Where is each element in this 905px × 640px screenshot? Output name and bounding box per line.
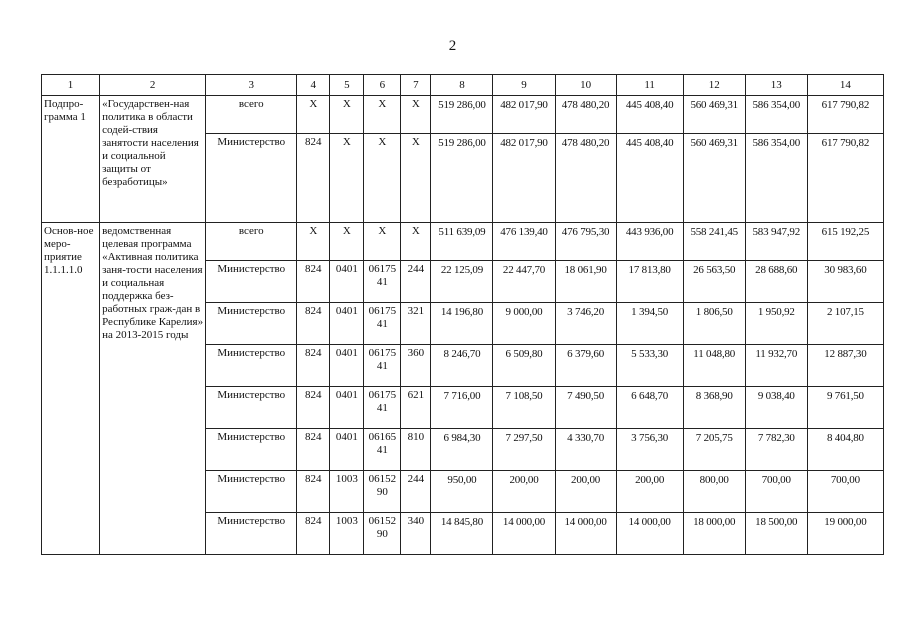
amount-cell: 22 447,70	[493, 261, 555, 303]
amount-cell: 800,00	[683, 471, 745, 513]
amount-cell: 14 845,80	[431, 513, 493, 555]
grbs-cell: Х	[297, 96, 330, 134]
grbs-cell: Х	[297, 223, 330, 261]
amount-cell: 519 286,00	[431, 134, 493, 223]
executor-cell: всего	[206, 96, 297, 134]
section-cell: Х	[330, 223, 364, 261]
amount-cell: 558 241,45	[683, 223, 745, 261]
amount-cell: 7 490,50	[555, 387, 616, 429]
amount-cell: 7 297,50	[493, 429, 555, 471]
amount-cell: 14 000,00	[493, 513, 555, 555]
budget-table	[41, 74, 884, 555]
amount-cell: 7 108,50	[493, 387, 555, 429]
executor-cell: Министерство	[206, 261, 297, 303]
section-cell: 1003	[330, 513, 364, 555]
header-cell: 8	[431, 75, 493, 96]
target-article-cell: Х	[364, 96, 401, 134]
executor-cell: Министерство	[206, 134, 297, 223]
grbs-cell: 824	[297, 303, 330, 345]
amount-cell: 18 000,00	[683, 513, 745, 555]
amount-cell: 586 354,00	[745, 96, 807, 134]
amount-cell: 200,00	[616, 471, 683, 513]
section-cell: Х	[330, 96, 364, 134]
executor-cell: Министерство	[206, 387, 297, 429]
amount-cell: 6 379,60	[555, 345, 616, 387]
amount-cell: 26 563,50	[683, 261, 745, 303]
grbs-cell: 824	[297, 387, 330, 429]
subprogram-name-cell: Подпро-грамма 1	[42, 96, 100, 223]
header-cell: 11	[616, 75, 683, 96]
grbs-cell: 824	[297, 345, 330, 387]
amount-cell: 586 354,00	[745, 134, 807, 223]
amount-cell: 8 246,70	[431, 345, 493, 387]
grbs-cell: 824	[297, 471, 330, 513]
grbs-cell: 824	[297, 134, 330, 223]
header-cell: 5	[330, 75, 364, 96]
target-article-cell: 06175 41	[364, 261, 401, 303]
grbs-cell: 824	[297, 261, 330, 303]
section-cell: 1003	[330, 471, 364, 513]
expense-type-cell: 244	[401, 261, 431, 303]
amount-cell: 5 533,30	[616, 345, 683, 387]
header-cell: 4	[297, 75, 330, 96]
amount-cell: 482 017,90	[493, 134, 555, 223]
amount-cell: 4 330,70	[555, 429, 616, 471]
header-cell: 10	[555, 75, 616, 96]
header-cell: 12	[683, 75, 745, 96]
amount-cell: 3 756,30	[616, 429, 683, 471]
amount-cell: 18 061,90	[555, 261, 616, 303]
amount-cell: 3 746,20	[555, 303, 616, 345]
amount-cell: 200,00	[493, 471, 555, 513]
amount-cell: 1 394,50	[616, 303, 683, 345]
amount-cell: 11 932,70	[745, 345, 807, 387]
target-article-cell: 06175 41	[364, 387, 401, 429]
amount-cell: 700,00	[807, 471, 883, 513]
amount-cell: 2 107,15	[807, 303, 883, 345]
amount-cell: 6 509,80	[493, 345, 555, 387]
target-article-cell: 06152 90	[364, 471, 401, 513]
amount-cell: 6 648,70	[616, 387, 683, 429]
amount-cell: 1 950,92	[745, 303, 807, 345]
amount-cell: 14 000,00	[616, 513, 683, 555]
amount-cell: 22 125,09	[431, 261, 493, 303]
amount-cell: 8 404,80	[807, 429, 883, 471]
amount-cell: 9 038,40	[745, 387, 807, 429]
section-cell: 0401	[330, 303, 364, 345]
amount-cell: 11 048,80	[683, 345, 745, 387]
section-cell: 0401	[330, 387, 364, 429]
executor-cell: Министерство	[206, 429, 297, 471]
amount-cell: 7 205,75	[683, 429, 745, 471]
activity-name-cell: Основ-ное меро-приятие 1.1.1.1.0	[42, 223, 100, 555]
amount-cell: 476 795,30	[555, 223, 616, 261]
expense-type-cell: 244	[401, 471, 431, 513]
amount-cell: 560 469,31	[683, 96, 745, 134]
section-cell: 0401	[330, 261, 364, 303]
expense-type-cell: 321	[401, 303, 431, 345]
target-article-cell: 06152 90	[364, 513, 401, 555]
amount-cell: 18 500,00	[745, 513, 807, 555]
page-number: 2	[448, 38, 457, 54]
header-cell: 1	[42, 75, 100, 96]
amount-cell: 443 936,00	[616, 223, 683, 261]
amount-cell: 1 806,50	[683, 303, 745, 345]
amount-cell: 6 984,30	[431, 429, 493, 471]
amount-cell: 511 639,09	[431, 223, 493, 261]
expense-type-cell: Х	[401, 223, 431, 261]
expense-type-cell: Х	[401, 96, 431, 134]
amount-cell: 17 813,80	[616, 261, 683, 303]
amount-cell: 7 782,30	[745, 429, 807, 471]
section-cell: 0401	[330, 345, 364, 387]
amount-cell: 445 408,40	[616, 96, 683, 134]
amount-cell: 560 469,31	[683, 134, 745, 223]
amount-cell: 478 480,20	[555, 96, 616, 134]
amount-cell: 14 000,00	[555, 513, 616, 555]
executor-cell: Министерство	[206, 345, 297, 387]
amount-cell: 478 480,20	[555, 134, 616, 223]
header-cell: 3	[206, 75, 297, 96]
target-article-cell: 06165 41	[364, 429, 401, 471]
expense-type-cell: Х	[401, 134, 431, 223]
amount-cell: 30 983,60	[807, 261, 883, 303]
executor-cell: всего	[206, 223, 297, 261]
section-cell: 0401	[330, 429, 364, 471]
target-article-cell: Х	[364, 223, 401, 261]
header-cell: 6	[364, 75, 401, 96]
amount-cell: 615 192,25	[807, 223, 883, 261]
table-row	[42, 223, 884, 261]
header-cell: 9	[493, 75, 555, 96]
target-article-cell: Х	[364, 134, 401, 223]
activity-description-cell: ведомственная целевая программа «Активная политика заня-тости населения и социальная поддержка без-работных граж-дан в Республике Карелия» на 2013-2015 годы	[100, 223, 206, 555]
subprogram-description-cell: «Государствен-ная политика в области содей-ствия занятости населения и социальной защиты от безработицы»	[100, 96, 206, 223]
amount-cell: 617 790,82	[807, 134, 883, 223]
amount-cell: 19 000,00	[807, 513, 883, 555]
section-cell: Х	[330, 134, 364, 223]
expense-type-cell: 810	[401, 429, 431, 471]
amount-cell: 9 000,00	[493, 303, 555, 345]
amount-cell: 7 716,00	[431, 387, 493, 429]
amount-cell: 9 761,50	[807, 387, 883, 429]
header-row	[42, 75, 884, 96]
expense-type-cell: 340	[401, 513, 431, 555]
amount-cell: 476 139,40	[493, 223, 555, 261]
amount-cell: 519 286,00	[431, 96, 493, 134]
header-cell: 14	[807, 75, 883, 96]
amount-cell: 950,00	[431, 471, 493, 513]
grbs-cell: 824	[297, 429, 330, 471]
expense-type-cell: 360	[401, 345, 431, 387]
executor-cell: Министерство	[206, 303, 297, 345]
amount-cell: 617 790,82	[807, 96, 883, 134]
table-row	[42, 96, 884, 134]
grbs-cell: 824	[297, 513, 330, 555]
amount-cell: 583 947,92	[745, 223, 807, 261]
executor-cell: Министерство	[206, 471, 297, 513]
amount-cell: 482 017,90	[493, 96, 555, 134]
target-article-cell: 06175 41	[364, 345, 401, 387]
amount-cell: 12 887,30	[807, 345, 883, 387]
header-cell: 2	[100, 75, 206, 96]
header-cell: 7	[401, 75, 431, 96]
amount-cell: 700,00	[745, 471, 807, 513]
amount-cell: 28 688,60	[745, 261, 807, 303]
executor-cell: Министерство	[206, 513, 297, 555]
header-cell: 13	[745, 75, 807, 96]
target-article-cell: 06175 41	[364, 303, 401, 345]
amount-cell: 445 408,40	[616, 134, 683, 223]
amount-cell: 14 196,80	[431, 303, 493, 345]
amount-cell: 200,00	[555, 471, 616, 513]
expense-type-cell: 621	[401, 387, 431, 429]
amount-cell: 8 368,90	[683, 387, 745, 429]
